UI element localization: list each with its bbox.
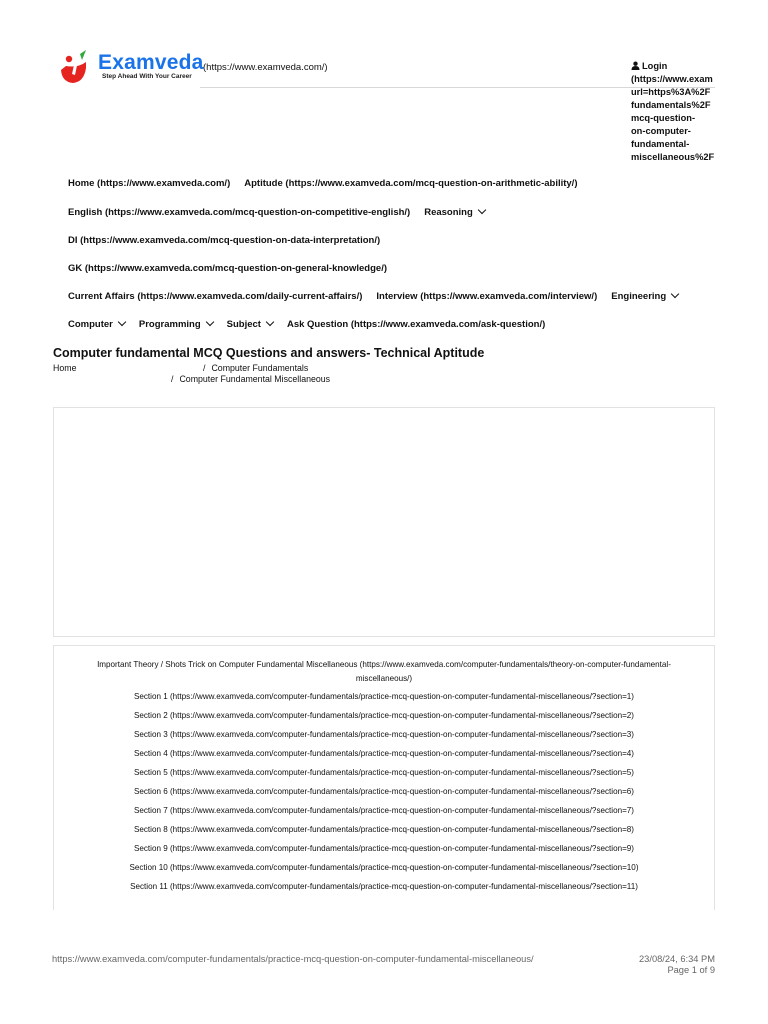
- logo-wordmark: Examveda: [98, 51, 204, 74]
- site-logo[interactable]: [58, 48, 206, 88]
- nav-item-engineering[interactable]: [611, 291, 678, 302]
- section-link-2[interactable]: Section 2 (https://www.examveda.com/computer-fundamentals/practice-mcq-question-on-computer-fundamental-miscellaneous/?section=2): [133, 711, 635, 720]
- nav-item-programming[interactable]: [139, 319, 213, 330]
- nav-row: [68, 319, 559, 330]
- chevron-down-icon: [266, 318, 274, 326]
- chevron-down-icon: [205, 318, 213, 326]
- nav-item-label: Aptitude (https://www.examveda.com/mcq-question-on-arithmetic-ability/): [244, 178, 578, 189]
- nav-item-subject[interactable]: [227, 319, 273, 330]
- nav-item-ask[interactable]: [287, 319, 545, 330]
- print-footer-datetime: 23/08/24, 6:34 PM: [639, 954, 715, 964]
- nav-item-reasoning[interactable]: [424, 207, 485, 218]
- nav-item-gk[interactable]: [68, 263, 387, 274]
- page-title: Computer fundamental MCQ Questions and answers- Technical Aptitude: [53, 346, 485, 360]
- breadcrumb-separator: /: [203, 363, 206, 373]
- login-url-fragment: fundamentals%2F: [631, 100, 711, 110]
- nav-item-interview[interactable]: [376, 291, 597, 302]
- section-link-11[interactable]: Section 11 (https://www.examveda.com/computer-fundamentals/practice-mcq-question-on-computer-fundamental-miscellaneous/?section=11): [130, 882, 638, 891]
- nav-item-label: Programming: [138, 319, 201, 330]
- section-link-3[interactable]: Section 3 (https://www.examveda.com/computer-fundamentals/practice-mcq-question-on-computer-fundamental-miscellaneous/?section=3): [133, 730, 635, 739]
- login-link[interactable]: [631, 60, 717, 164]
- breadcrumb-computer-fundamentals[interactable]: [203, 363, 308, 373]
- nav-row: [68, 263, 401, 274]
- section-link-6[interactable]: Section 6 (https://www.examveda.com/computer-fundamentals/practice-mcq-question-on-computer-fundamental-miscellaneous/?section=6): [133, 787, 635, 796]
- breadcrumb-level2-label: Computer Fundamental Miscellaneous: [179, 374, 331, 384]
- nav-item-label: Reasoning: [424, 207, 473, 218]
- user-icon: [631, 61, 640, 70]
- nav-item-label: English (https://www.examveda.com/mcq-question-on-competitive-english/): [68, 207, 411, 218]
- nav-item-label: DI (https://www.examveda.com/mcq-question-on-data-interpretation/): [68, 235, 381, 246]
- nav-row: [68, 235, 394, 246]
- logo-tagline: Step Ahead With Your Career: [102, 73, 192, 80]
- sections-panel: [53, 645, 715, 910]
- nav-row: [68, 178, 591, 189]
- section-link-8[interactable]: Section 8 (https://www.examveda.com/computer-fundamentals/practice-mcq-question-on-computer-fundamental-miscellaneous/?section=8): [133, 825, 635, 834]
- chevron-down-icon: [671, 290, 679, 298]
- section-link-10[interactable]: Section 10 (https://www.examveda.com/computer-fundamentals/practice-mcq-question-on-computer-fundamental-miscellaneous/?section=10): [129, 863, 639, 872]
- chevron-down-icon: [118, 318, 126, 326]
- login-url-fragment: mcq-question-: [631, 113, 696, 123]
- ad-placeholder: [53, 407, 715, 637]
- print-footer-page-number: Page 1 of 9: [667, 965, 715, 975]
- nav-item-label: Subject: [226, 319, 261, 330]
- login-label: [631, 60, 717, 73]
- nav-item-label: Current Affairs (https://www.examveda.com/daily-current-affairs/): [68, 291, 363, 302]
- nav-item-label: Interview (https://www.examveda.com/interview/): [376, 291, 598, 302]
- breadcrumb-home[interactable]: Home: [53, 363, 77, 373]
- logo-link-url[interactable]: (https://www.examveda.com/): [203, 62, 328, 73]
- nav-row: [68, 291, 692, 302]
- section-link-5[interactable]: Section 5 (https://www.examveda.com/computer-fundamentals/practice-mcq-question-on-computer-fundamental-miscellaneous/?section=5): [133, 768, 635, 777]
- print-footer-url: https://www.examveda.com/computer-fundamentals/practice-mcq-question-on-computer-fundamental-miscellaneous/: [52, 954, 534, 964]
- section-link-7[interactable]: Section 7 (https://www.examveda.com/computer-fundamentals/practice-mcq-question-on-computer-fundamental-miscellaneous/?section=7): [133, 806, 635, 815]
- nav-item-label: GK (https://www.examveda.com/mcq-question-on-general-knowledge/): [68, 263, 387, 274]
- breadcrumb-computer-fundamental-miscellaneous[interactable]: [171, 374, 330, 384]
- breadcrumb-separator: /: [171, 374, 174, 384]
- theory-link[interactable]: Important Theory / Shots Trick on Computer Fundamental Miscellaneous (https://www.examveda.com/computer-fundamentals/theory-on-computer-fundamental-miscellaneous/): [97, 660, 671, 683]
- login-url-fragment: (https://www.exam: [631, 74, 713, 84]
- section-link-4[interactable]: Section 4 (https://www.examveda.com/computer-fundamentals/practice-mcq-question-on-computer-fundamental-miscellaneous/?section=4): [133, 749, 635, 758]
- nav-item-label: Ask Question (https://www.examveda.com/ask-question/): [286, 319, 546, 330]
- nav-row: [68, 207, 499, 218]
- nav-item-computer[interactable]: [68, 319, 125, 330]
- login-label-text: Login: [642, 61, 668, 71]
- section-link-1[interactable]: Section 1 (https://www.examveda.com/computer-fundamentals/practice-mcq-question-on-computer-fundamental-miscellaneous/?section=1): [133, 692, 635, 701]
- nav-item-current[interactable]: [68, 291, 362, 302]
- login-url-fragment: fundamental-: [631, 139, 690, 149]
- nav-item-label: Engineering: [611, 291, 667, 302]
- breadcrumb-level1-label: Computer Fundamentals: [211, 363, 309, 373]
- chevron-down-icon: [478, 206, 486, 214]
- nav-item-home[interactable]: [68, 178, 230, 189]
- nav-item-english[interactable]: [68, 207, 410, 218]
- nav-item-label: Computer: [68, 319, 113, 330]
- logo-mark-icon: [58, 48, 102, 88]
- login-url-fragment: url=https%3A%2F: [631, 87, 711, 97]
- nav-item-label: Home (https://www.examveda.com/): [68, 178, 231, 189]
- nav-item-di[interactable]: [68, 235, 380, 246]
- nav-item-aptitude[interactable]: [244, 178, 577, 189]
- login-url-fragment: on-computer-: [631, 126, 691, 136]
- login-url-fragment: miscellaneous%2F: [631, 152, 715, 162]
- section-link-9[interactable]: Section 9 (https://www.examveda.com/computer-fundamentals/practice-mcq-question-on-computer-fundamental-miscellaneous/?section=9): [133, 844, 635, 853]
